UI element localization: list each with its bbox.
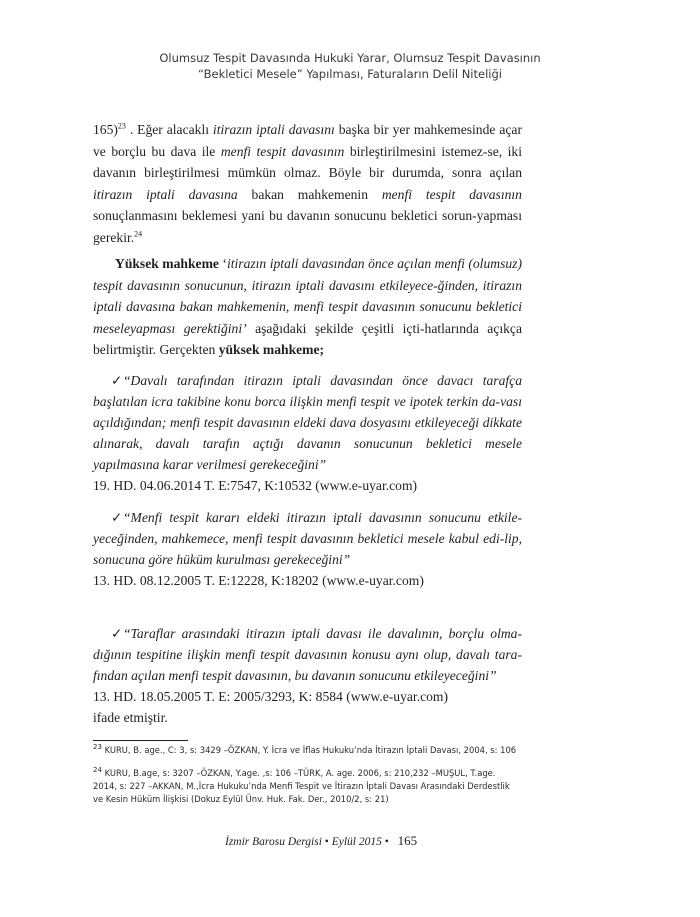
quote-citation: 19. HD. 04.06.2014 T. E:7547, K:10532 (www.e-uyar.com) [93, 478, 418, 493]
running-header [90, 50, 610, 82]
journal-name: İzmir Barosu Dergisi [225, 836, 322, 848]
quote-text: “Taraflar arasındaki itirazın iptali davası ile davalının, borçlu olma-dığının tespitine ilişkin menfi tespit davasının konusu aynı olup, davalı tara-fından açılan menfi tespit davasının, bu davanın sonucunu etkileyeceğini” [93, 626, 522, 683]
text-span: ‘ [218, 256, 227, 271]
checkmark-icon: ✓ [111, 510, 123, 525]
running-header-line-2: “Bekletici Mesele” Yapılması, Faturaların Delil Niteliği [198, 67, 502, 81]
checkmark-icon: ✓ [111, 373, 123, 388]
italic-term: menfi tespit davasının [381, 186, 522, 202]
footnote-text: KURU, B.age, s: 3207 –ÖZKAN, Y.age. ,s: 106 –TÜRK, A. age. 2006, s: 210,232 –MUŞUL, T.age. 2014, s: 227 –AKKAN, M.,İcra Hukuku’nda Menfi Tespit ve İtirazın İptali Davası Arasındaki Derdestlik ve Kesin Hüküm İlişkisi (Dokuz Eylül Ünv. Huk. Fak. Der., 2010/2, s: 21) [93, 768, 510, 804]
footnote-text: KURU, B. age., C: 3, s: 3429 –ÖZKAN, Y. İcra ve İflas Hukuku’nda İtirazın İptali Davası, 2004, s: 106 [101, 745, 517, 755]
paragraph-1 [93, 119, 522, 248]
footnote-ref-24[interactable]: 24 [134, 228, 143, 238]
italic-quote: itirazın iptali davasından önce açılan menfi (olumsuz) tespit davasının sonucunun, itirazın iptali davasını etkileyece-ğinden, itirazın iptali davasına bakan mahkemenin, menfi tespit davasının sonucunu bekletici meseleyapması gerektiğini’ [93, 256, 522, 336]
quote-text: “Menfi tespit kararı eldeki itirazın iptali davasının sonucunu etkile-yeceğinden, mahkemece, menfi tespit davasının bekletici mesele kabul edi-lip, sonucuna göre hüküm kurulması gerekeceğini” [93, 510, 522, 567]
text-span: başka bir yer mahkemesinde açar ve borçlu bu dava ile [93, 122, 522, 159]
closing-text: ifade etmiştir. [93, 710, 168, 725]
italic-term: itirazın iptali davasına [93, 186, 238, 202]
text-span: sonuçlanmasını beklemesi yani bu davanın sonucunu bekletici sorun-yapması gerekir. [93, 208, 522, 245]
italic-term: itirazın iptali davasını [212, 122, 335, 137]
page-footer [225, 833, 485, 849]
footnote-number: 24 [93, 766, 102, 775]
separator-dot: • [381, 836, 392, 848]
footnote-ref-23[interactable]: 23 [117, 121, 126, 131]
running-header-line-1: Olumsuz Tespit Davasında Hukuki Yarar, Olumsuz Tespit Davasının [159, 51, 541, 65]
paragraph-2 [93, 253, 522, 361]
checkmark-icon: ✓ [111, 626, 123, 641]
text-span: . Eğer alacaklı [125, 122, 213, 137]
quote-text: “Davalı tarafından itirazın iptali davasından önce davacı tarafça başlatılan icra takibine konu borca ilişkin menfi tespit ve ipotek terkin da-vası açıldığından; menfi tespit davasının eldeki dava dosyasını etkileyeceği dikkate alınarak, davalı tarafın açtığı davanın sonucunun bekletici mesele yapılmasına karar verilmesi gerekeceğini” [93, 373, 522, 472]
text-span: birleştirilmesini istemez-se, iki davanın birleştirilmesi mümkün olmaz. Böyle bir durumda, sonra açılan [93, 143, 523, 180]
separator-dot: • [321, 836, 332, 848]
italic-term: menfi tespit davasının [220, 143, 345, 159]
text-span: 165) [93, 122, 118, 137]
footnote-divider [93, 740, 188, 741]
footnote-number: 23 [93, 743, 102, 752]
issue-date: Eylül 2015 [331, 836, 382, 848]
bold-term: Yüksek mahkeme [115, 256, 219, 271]
text-span: bakan mahkemenin [237, 186, 382, 202]
quote-citation: 13. HD. 08.12.2005 T. E:12228, K:18202 (www.e-uyar.com) [93, 573, 424, 588]
page-number: 165 [397, 833, 418, 848]
quote-block-2 [93, 507, 522, 591]
bold-term: yüksek mahkeme; [218, 342, 325, 357]
quote-block-3 [93, 623, 522, 728]
quote-block-1 [93, 370, 522, 496]
footnote-24 [93, 767, 522, 806]
text-span: aşağıdaki şekilde çeşitli içti-hatlarında açıkça belirtmiştir. Gerçekten [93, 320, 523, 357]
quote-citation: 13. HD. 18.05.2005 T. E: 2005/3293, K: 8584 (www.e-uyar.com) [93, 689, 449, 704]
footnote-23 [93, 744, 522, 757]
